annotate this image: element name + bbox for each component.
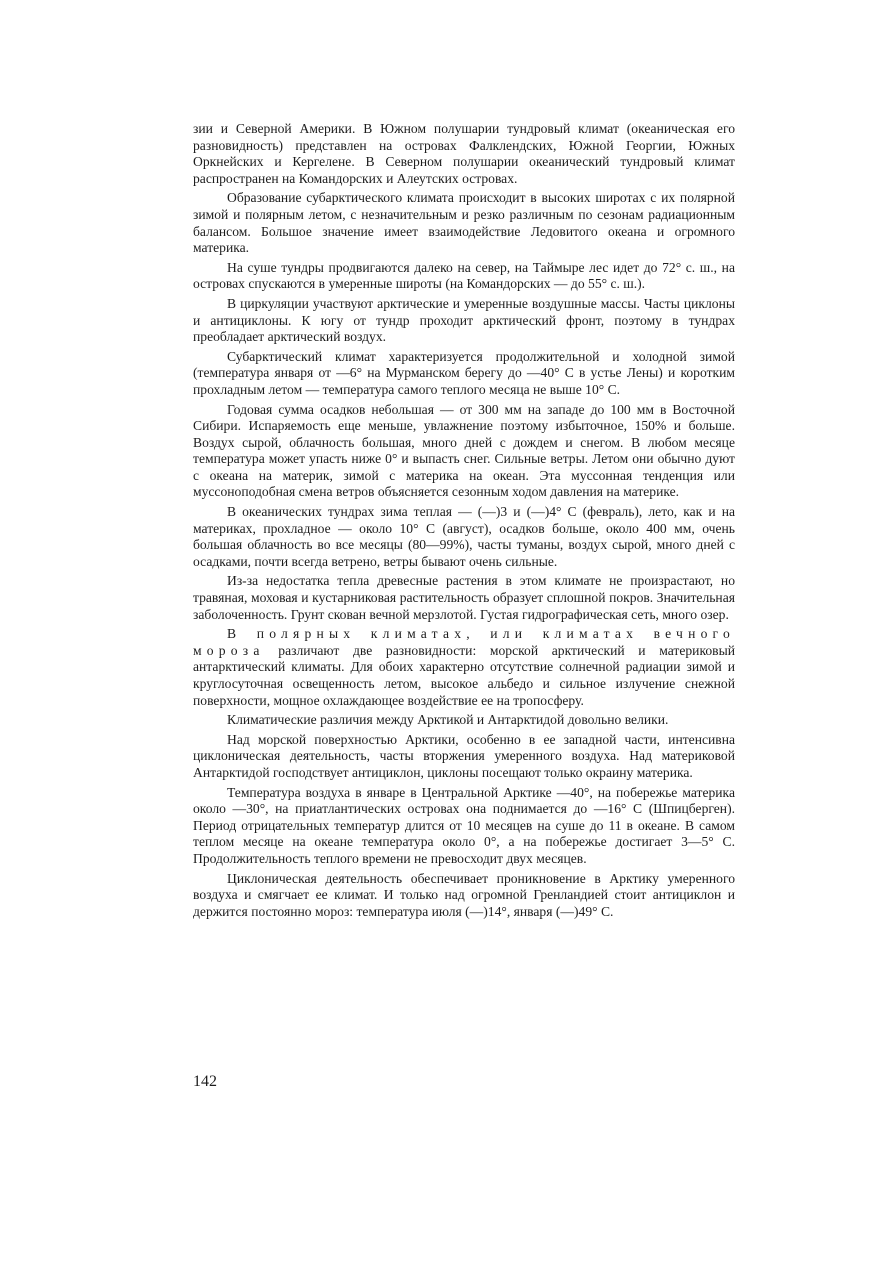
paragraph-3: На суше тундры продвигаются далеко на север, на Таймыре лес идет до 72° с. ш., на островах спускаются в умеренные широты (на Командорских — до 55° с. ш.). — [193, 259, 735, 292]
paragraph-7: В океанических тундрах зима теплая — (—)3 и (—)4° С (февраль), лето, как и на материках, прохладное — около 10° С (август), осадков больше, около 400 мм, очень большая облачность во все месяцы (80—99%), часты туманы, воздух сырой, много дней с осадками, почти всегда ветрено, ветры бывают очень сильные. — [193, 504, 735, 569]
paragraph-6: Годовая сумма осадков небольшая — от 300 мм на западе до 100 мм в Восточной Сибири. Испаряемость еще меньше, увлажнение поэтому избыточное, 150% и больше. Воздух сырой, облачность большая, много дней с дождем и снегом. В любом месяце температура может упасть ниже 0° и выпасть снег. Сильные ветры. Летом они обычно дуют с океана на материк, зимой с материка на океан. Эта муссонная тенденция или муссоноподобная смена ветров объясняется сезонным ходом давления на материке. — [193, 401, 735, 500]
paragraph-polar-climates — [193, 626, 735, 709]
paragraph-1: зии и Северной Америки. В Южном полушарии тундровый климат (океаническая его разновидность) представлен на островах Фалклендских, Южной Георгии, Южных Оркнейских и Кергелене. В Северном полушарии океанический тундровый климат распространен на Командорских и Алеутских островах. — [193, 121, 735, 186]
paragraph-4: В циркуляции участвуют арктические и умеренные воздушные массы. Часты циклоны и антициклоны. К югу от тундр проходит арктический фронт, поэтому в тундрах преобладает арктический воздух. — [193, 295, 735, 345]
spaced-term: В полярных климатах, или климатах вечного мороза — [193, 626, 735, 658]
paragraph-10: Климатические различия между Арктикой и Антарктидой довольно велики. — [227, 712, 669, 728]
paragraph-polar-rest: различают две разновидности: морской арктический и материковый антарктический климаты. Для обоих характерно отсутствие солнечной радиации зимой и круглосуточная освещенность летом, высокое альбедо и сильное излучение снежной поверхности, мощное охлаждающее воздействие ее на тропосферу. — [193, 642, 735, 708]
paragraph-11: Над морской поверхностью Арктики, особенно в ее западной части, интенсивна циклоническая деятельность, часты вторжения умеренного воздуха. Над материковой Антарктидой господствует антициклон, циклоны посещают только окраину материка. — [193, 731, 735, 780]
page-body — [193, 121, 735, 923]
paragraph-2: Образование субарктического климата происходит в высоких широтах с их полярной зимой и полярным летом, с незначительным и резко различным по сезонам радиационным балансом. Большое значение имеет взаимодействие Ледовитого океана и огромного материка. — [193, 190, 735, 256]
paragraph-8: Из-за недостатка тепла древесные растения в этом климате не произрастают, но травяная, моховая и кустарниковая растительность образует сплошной покров. Значительная заболоченность. Грунт скован вечной мерзлотой. Густая гидрографическая сеть, много озер. — [193, 573, 735, 622]
paragraph-13: Циклоническая деятельность обеспечивает проникновение в Арктику умеренного воздуха и смягчает ее климат. И только над огромной Гренландией стоит антициклон и держится постоянно мороз: температура июля (—)14°, января (—)49° С. — [193, 870, 735, 919]
paragraph-5: Субарктический климат характеризуется продолжительной и холодной зимой (температура января от —6° на Мурманском берегу до —40° С в устье Лены) и коротким прохладным летом — температура самого теплого месяца не выше 10° С. — [193, 348, 735, 397]
paragraph-12: Температура воздуха в январе в Центральной Арктике —40°, на побережье материка около —30°, на приатлантических островах она поднимается до —16° С (Шпицберген). Период отрицательных температур длится от 10 месяцев на суше до 11 в океане. В самом теплом месяце на океане температура около 0°, а на побережье достигает 3—5° С. Продолжительность теплого времени не превосходит двух месяцев. — [193, 784, 735, 866]
page-number: 142 — [193, 1073, 217, 1090]
